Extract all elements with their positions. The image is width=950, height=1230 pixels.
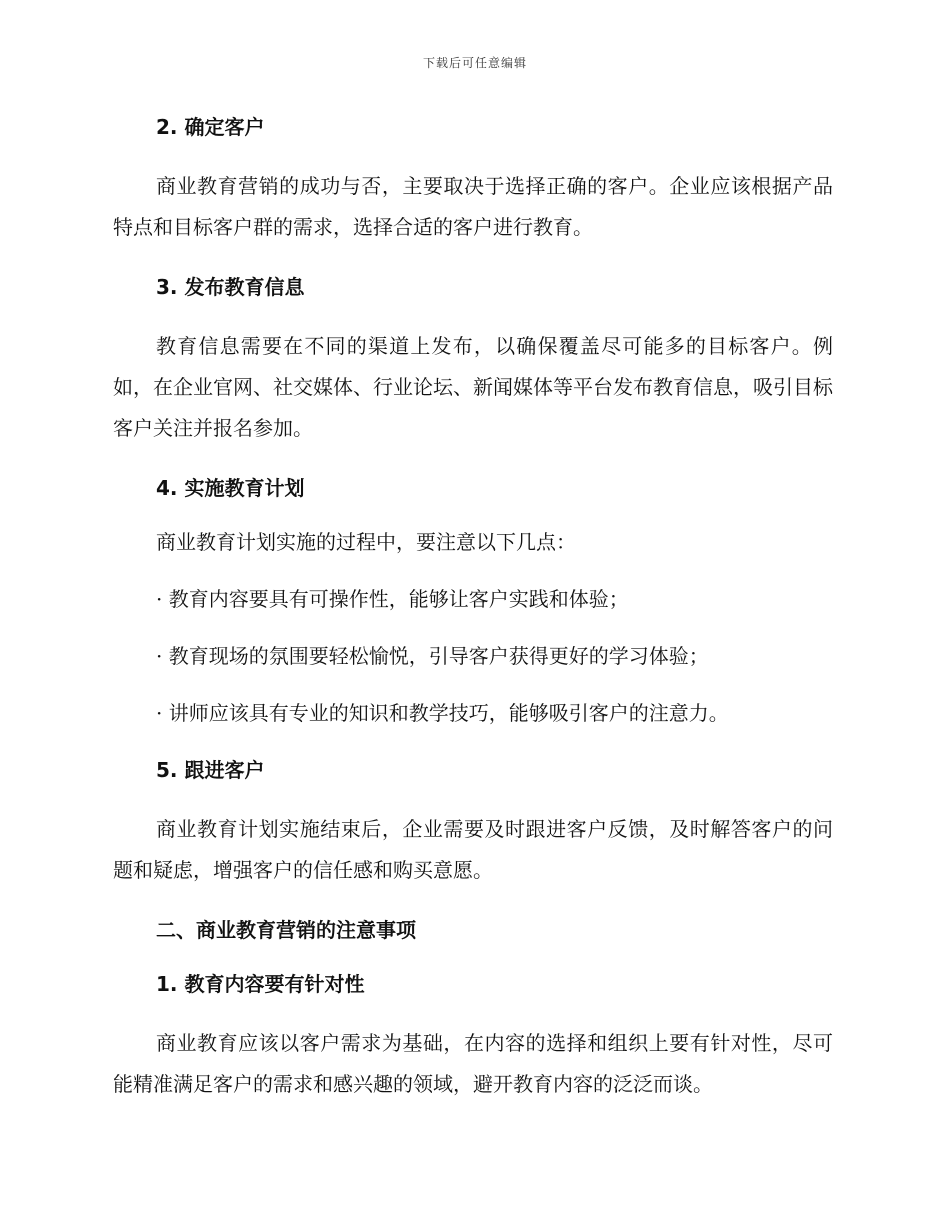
section-heading-publish-info: 3. 发布教育信息 (156, 275, 305, 299)
document-body (113, 112, 833, 1105)
bullet-item-3: · 讲师应该具有专业的知识和教学技巧，能够吸引客户的注意力。 (156, 701, 729, 725)
paragraph-confirm-customer: 商业教育营销的成功与否，主要取决于选择正确的客户。企业应该根据产品特点和目标客户群的需求，选择合适的客户进行教育。 (113, 174, 833, 239)
section-heading-targeted-content: 1. 教育内容要有针对性 (156, 972, 365, 996)
paragraph-follow-up: 商业教育计划实施结束后，企业需要及时跟进客户反馈，及时解答客户的问题和疑虑，增强客户的信任感和购买意愿。 (113, 817, 833, 882)
paragraph-targeted-content: 商业教育应该以客户需求为基础，在内容的选择和组织上要有针对性，尽可能精准满足客户的需求和感兴趣的领域，避开教育内容的泛泛而谈。 (113, 1031, 833, 1096)
paragraph-publish-info: 教育信息需要在不同的渠道上发布，以确保覆盖尽可能多的目标客户。例如，在企业官网、社交媒体、行业论坛、新闻媒体等平台发布教育信息，吸引目标客户关注并报名参加。 (113, 334, 833, 440)
section-heading-confirm-customer: 2. 确定客户 (156, 115, 265, 139)
paragraph-implement-intro: 商业教育计划实施的过程中，要注意以下几点： (156, 530, 576, 554)
section-heading-follow-up: 5. 跟进客户 (156, 758, 265, 782)
part-heading-notes: 二、商业教育营销的注意事项 (156, 918, 416, 942)
section-heading-implement-plan: 4. 实施教育计划 (156, 476, 305, 500)
page-header: 下载后可任意编辑 (422, 56, 527, 70)
bullet-item-2: · 教育现场的氛围要轻松愉悦，引导客户获得更好的学习体验； (156, 644, 709, 668)
bullet-item-1: · 教育内容要具有可操作性，能够让客户实践和体验； (156, 587, 629, 611)
